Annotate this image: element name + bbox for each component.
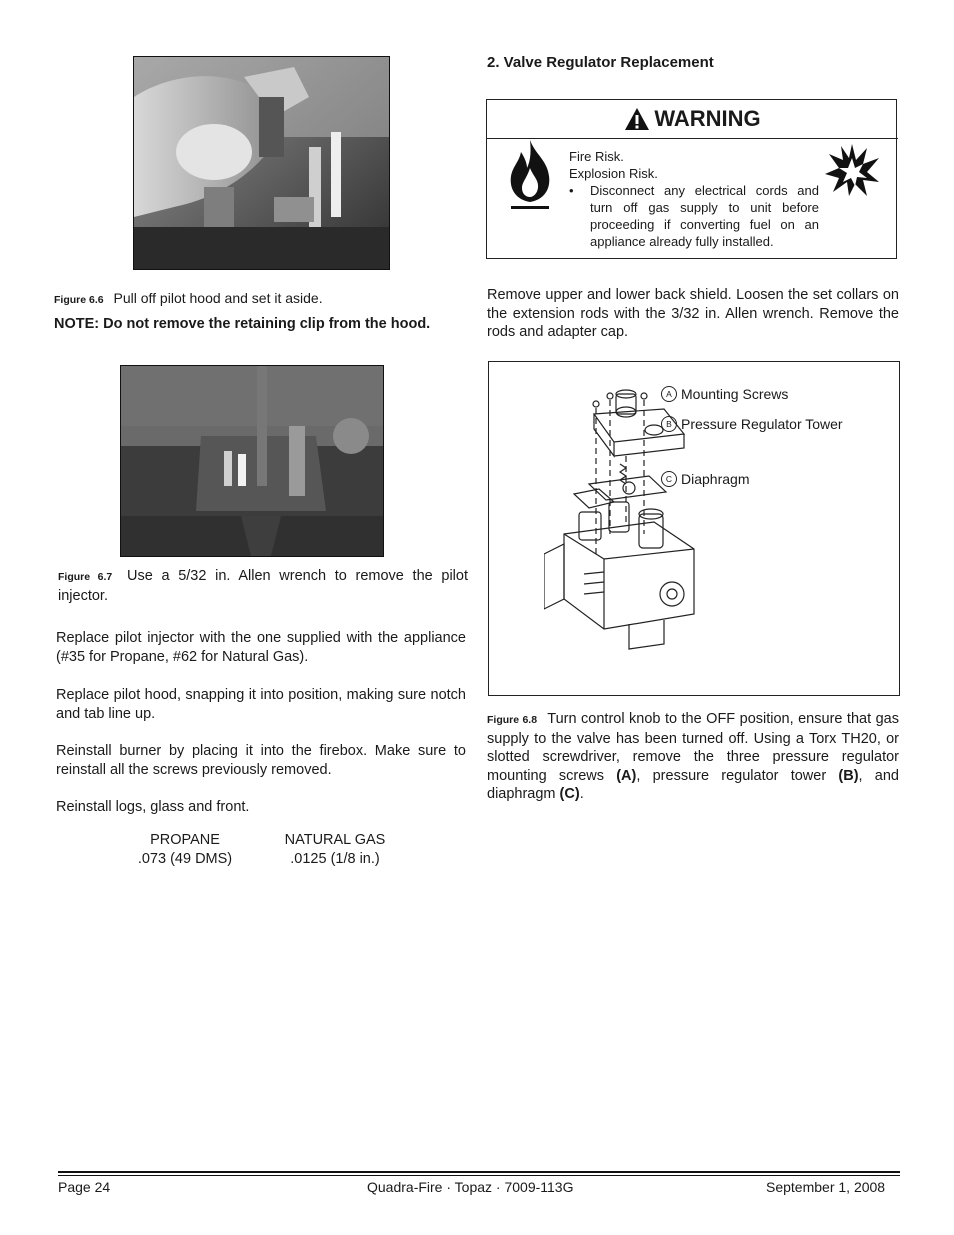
figure-6-8-caption-c: , and diaphragm	[487, 767, 899, 802]
figure-6-8-caption-a: Turn control knob to the OFF position, ensure that gas supply to the valve has been turned off. Using a Torx TH20, or slotted screwdriver, remove the three pressure regulator mounting screws	[487, 711, 899, 784]
warning-bullet-text: Disconnect any electrical cords and turn off gas supply to unit before proceeding if converting fuel on an appliance already fully installed.	[590, 183, 819, 249]
figure-6-8-bold-a: (A)	[616, 767, 637, 784]
callout-a-text: Mounting Screws	[681, 386, 789, 402]
paragraph-reinstall-logs: Reinstall logs, glass and front.	[56, 799, 250, 815]
figure-6-6-caption-text: Pull off pilot hood and set it aside.	[113, 290, 323, 306]
figure-6-7-caption-text: Use a 5/32 in. Allen wrench to remove the pilot injector.	[58, 568, 468, 604]
warning-triangle-icon	[624, 107, 650, 131]
paragraph-reinstall-burner: Reinstall burner by placing it into the firebox. Make sure to reinstall all the screws previously removed.	[56, 743, 466, 778]
table-value-propane: .073 (49 DMS)	[137, 850, 233, 867]
warning-box	[486, 99, 897, 259]
pilot-hood-photo-illustration	[134, 57, 389, 269]
figure-6-7-photo	[120, 365, 384, 557]
callout-b	[661, 416, 843, 432]
table-header-propane: PROPANE	[150, 832, 220, 848]
footer-document-id: Quadra-Fire · Topaz · 7009-113G	[367, 1179, 574, 1195]
figure-6-6-caption	[54, 290, 474, 306]
warning-header	[487, 100, 898, 139]
orifice-size-table	[120, 831, 420, 868]
warning-text	[569, 148, 819, 250]
callout-b-letter: B	[661, 416, 677, 432]
bullet-dot: •	[569, 183, 574, 198]
footer-rule-thin	[58, 1175, 900, 1176]
intro-paragraph: Remove upper and lower back shield. Loosen the set collars on the extension rods with the 3/32 in. Allen wrench. Remove the rods and adapter cap.	[487, 287, 899, 340]
retaining-clip-note: NOTE: Do not remove the retaining clip from the hood.	[54, 316, 431, 332]
callout-c-text: Diaphragm	[681, 471, 750, 487]
warning-title: WARNING	[654, 106, 761, 131]
footer-date: September 1, 2008	[766, 1179, 886, 1195]
figure-6-8-label: Figure 6.8	[487, 714, 538, 726]
pilot-injector-photo-illustration	[121, 366, 383, 556]
warning-fire-risk: Fire Risk.	[569, 149, 624, 164]
table-value-natural-gas: .0125 (1/8 in.)	[290, 850, 380, 867]
table-header-natural-gas: NATURAL GAS	[284, 832, 386, 848]
figure-6-6-photo	[133, 56, 390, 270]
figure-6-8-caption-b: , pressure regulator tower	[636, 767, 839, 784]
explosion-icon	[823, 142, 881, 198]
flame-icon	[505, 138, 555, 212]
figure-6-8-caption	[487, 710, 899, 804]
warning-bullet	[569, 182, 819, 250]
callout-a	[661, 386, 788, 402]
figure-6-8-bold-b: (B)	[838, 767, 859, 784]
callout-c-letter: C	[661, 471, 677, 487]
figure-6-8-caption-d: .	[579, 786, 584, 802]
section-title: 2. Valve Regulator Replacement	[487, 54, 714, 71]
figure-6-6-label: Figure 6.6	[54, 294, 104, 306]
footer-rule-thick	[58, 1171, 900, 1173]
warning-explosion-risk: Explosion Risk.	[569, 166, 658, 181]
paragraph-replace-hood: Replace pilot hood, snapping it into position, making sure notch and tab line up.	[56, 687, 466, 722]
figure-6-7-caption	[58, 567, 468, 605]
figure-6-8-bold-c: (C)	[559, 786, 580, 802]
paragraph-replace-injector: Replace pilot injector with the one supplied with the appliance (#35 for Propane, #62 for Natural Gas).	[56, 630, 466, 665]
footer-page-number: Page 24	[58, 1179, 111, 1195]
figure-6-8-box	[488, 361, 900, 696]
callout-c	[661, 471, 749, 487]
callout-b-text: Pressure Regulator Tower	[681, 416, 843, 432]
figure-6-7-label: Figure 6.7	[58, 571, 113, 583]
callout-a-letter: A	[661, 386, 677, 402]
